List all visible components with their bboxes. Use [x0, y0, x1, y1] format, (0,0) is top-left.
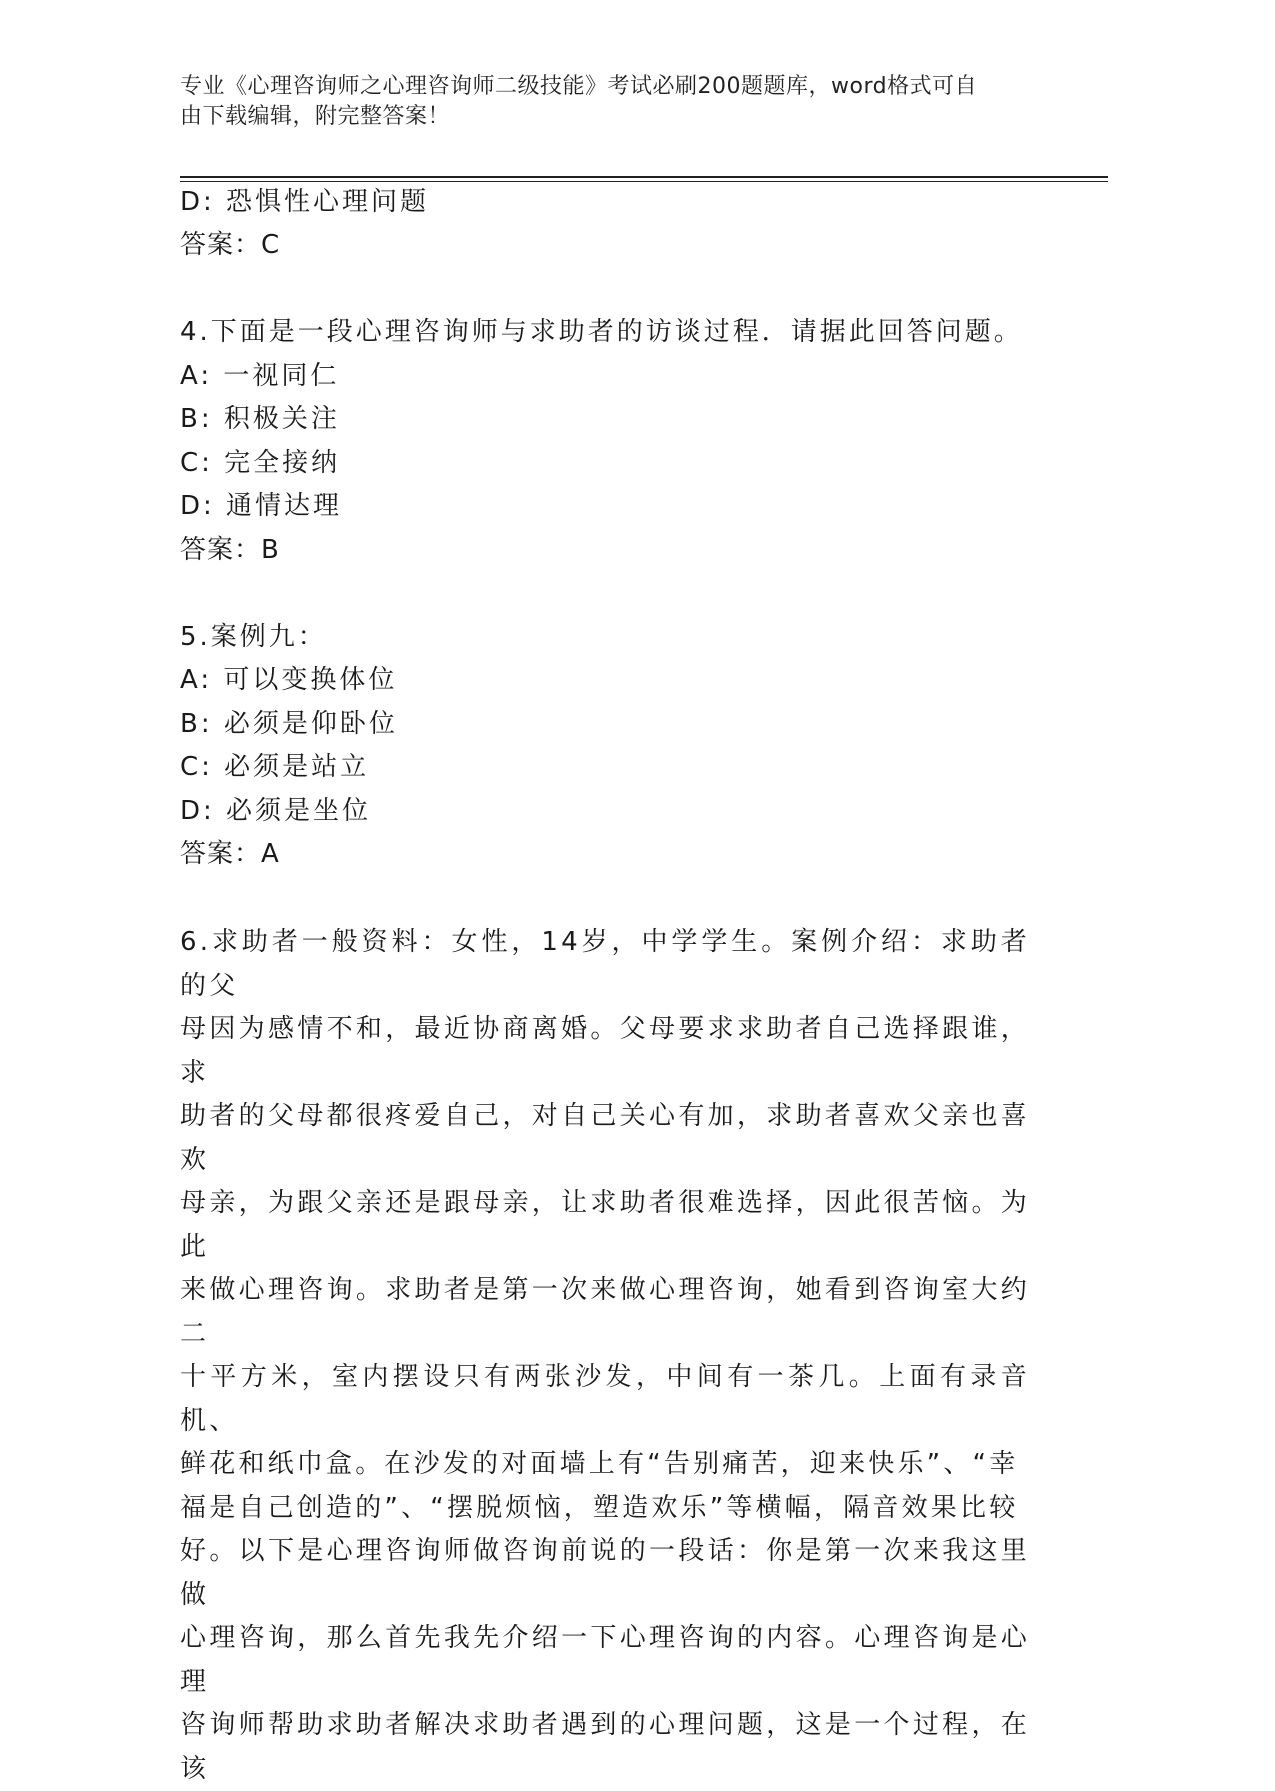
- q5-stem: 5.案例九：: [180, 622, 327, 652]
- q6-line: 6.求助者一般资料：女性，14岁，中学学生。案例介绍：求助者的父: [180, 927, 1030, 1001]
- q4-option-d: D: 通情达理: [180, 491, 343, 521]
- q4-option-a: A: 一视同仁: [180, 361, 340, 391]
- q4-answer: 答案：B: [180, 535, 280, 565]
- q5-answer: 答案：A: [180, 839, 280, 869]
- q3-answer: 答案：C: [180, 230, 281, 260]
- q6-line: 心理咨询，那么首先我先介绍一下心理咨询的内容。心理咨询是心理: [180, 1623, 1030, 1697]
- q6-line: 咨询师帮助求助者解决求助者遇到的心理问题，这是一个过程，在该: [180, 1710, 1030, 1784]
- q5-option-c: C: 必须是站立: [180, 752, 370, 782]
- q6-line: 鲜花和纸巾盒。在沙发的对面墙上有“告别痛苦，迎来快乐”、“幸: [180, 1449, 1019, 1479]
- q4-option-b: B: 积极关注: [180, 404, 340, 434]
- page-header: [180, 72, 1030, 132]
- q4-option-c: C: 完全接纳: [180, 448, 341, 478]
- q6-line: 福是自己创造的”、“摆脱烦恼，塑造欢乐”等横幅，隔音效果比较: [180, 1492, 1019, 1523]
- q6-line: 好。以下是心理咨询师做咨询前说的一段话：你是第一次来我这里做: [180, 1536, 1030, 1610]
- q5-option-b: B: 必须是仰卧位: [180, 709, 398, 739]
- q6-line: 助者的父母都很疼爱自己，对自己关心有加，求助者喜欢父亲也喜欢: [180, 1101, 1030, 1175]
- q4-stem: 4.下面是一段心理咨询师与求助者的访谈过程．请据此回答问题。: [180, 317, 1023, 347]
- q3-option-d: D: 恐惧性心理问题: [180, 187, 430, 217]
- q6-line: 母因为感情不和，最近协商离婚。父母要求求助者自己选择跟谁，求: [180, 1014, 1030, 1088]
- q6-paragraph: [180, 921, 1030, 1791]
- header-rule-thin: [180, 181, 1108, 182]
- q5-option-d: D: 必须是坐位: [180, 796, 372, 826]
- q6-line: 母亲，为跟父亲还是跟母亲，让求助者很难选择，因此很苦恼。为此: [180, 1188, 1030, 1262]
- q5-option-a: A: 可以变换体位: [180, 665, 398, 695]
- header-rule-thick: [180, 176, 1108, 178]
- q6-line: 十平方米，室内摆设只有两张沙发，中间有一茶几。上面有录音机、: [180, 1362, 1030, 1436]
- q6-line: 来做心理咨询。求助者是第一次来做心理咨询，她看到咨询室大约二: [180, 1275, 1030, 1349]
- header-line-2: 由下载编辑，附完整答案！: [180, 104, 451, 129]
- header-line-1: 专业《心理咨询师之心理咨询师二级技能》考试必刷200题题库，word格式可自: [180, 74, 978, 99]
